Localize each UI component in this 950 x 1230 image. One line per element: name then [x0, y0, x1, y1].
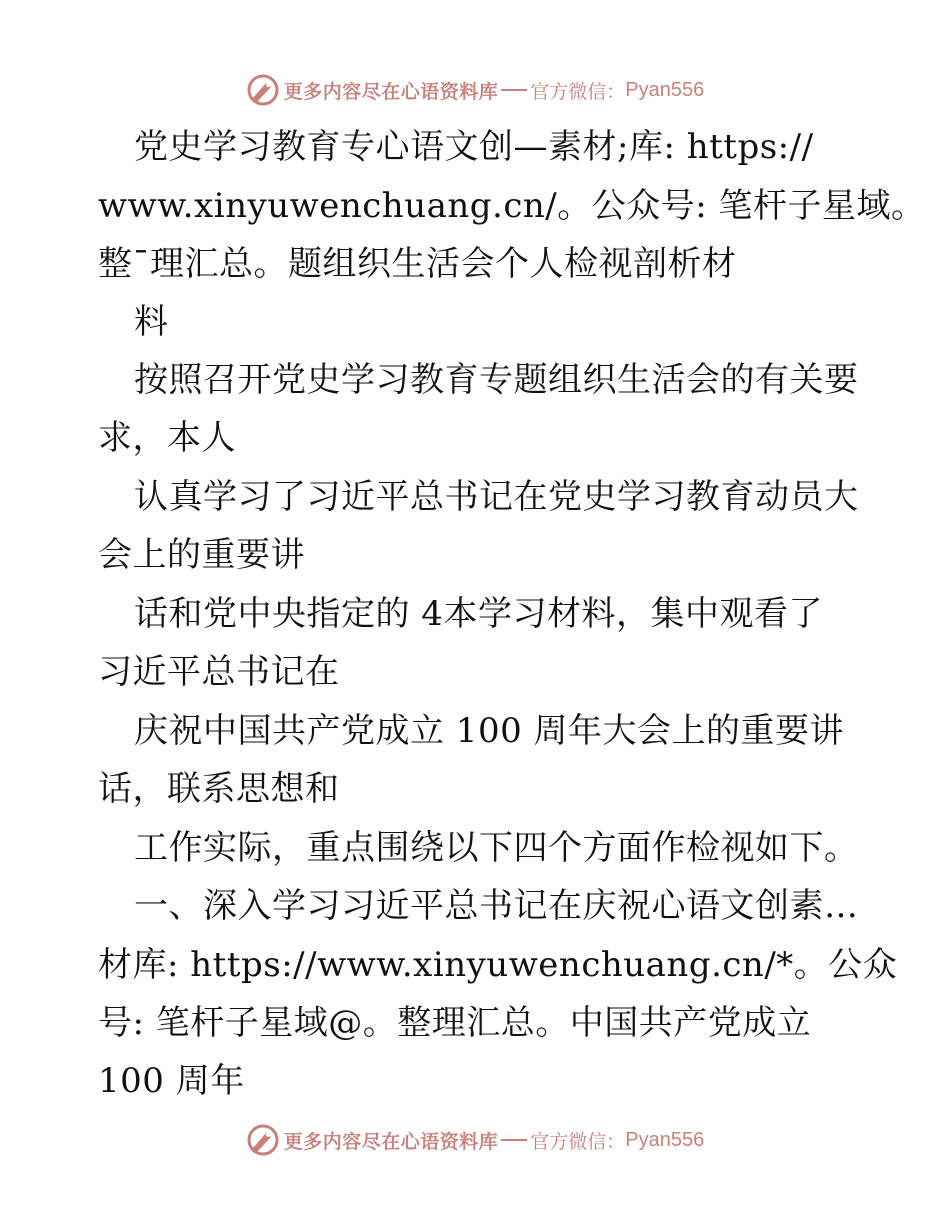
banner-dash [501, 89, 527, 91]
banner-wechat-id: Pyan556 [625, 78, 705, 101]
body-line: 庆祝中国共产党成立 100 周年大会上的重要讲 [134, 711, 845, 751]
banner-wechat-label: 官方微信： [530, 1130, 626, 1153]
body-line: 一、深入学习习近平总书记在庆祝心语文创素… [134, 886, 859, 926]
body-line: 习近平总书记在 [98, 652, 340, 692]
pen-nib-logo-icon [246, 1123, 280, 1157]
body-line: 党史学习教育专心语文创—素材;库: https:// [134, 127, 814, 167]
body-line: www.xinyuwenchuang.cn/。公众号: 笔杆子星域。 [98, 186, 926, 226]
pen-nib-logo-icon [246, 73, 280, 107]
header-banner [0, 70, 950, 110]
banner-dash [501, 1139, 527, 1141]
body-line: 整¯理汇总。题组织生活会个人检视剖析材 [98, 244, 737, 284]
banner-wechat-label: 官方微信： [530, 80, 626, 103]
body-line: 求，本人 [98, 418, 236, 458]
banner-slogan: 更多内容尽在心语资料库 [283, 1130, 499, 1153]
body-line: 话，联系思想和 [98, 769, 340, 809]
banner-slogan: 更多内容尽在心语资料库 [283, 80, 499, 103]
body-line: 认真学习了习近平总书记在党史学习教育动员大 [134, 477, 859, 517]
body-line: 工作实际，重点围绕以下四个方面作检视如下。 [134, 828, 859, 868]
body-line: 料 [134, 302, 169, 342]
banner-wechat-id: Pyan556 [625, 1128, 705, 1151]
body-line: 按照召开党史学习教育专题组织生活会的有关要 [134, 360, 859, 400]
body-line: 话和党中央指定的 4本学习材料，集中观看了 [134, 594, 823, 634]
body-line: 号: 笔杆子星域@。整理汇总。中国共产党成立 [98, 1003, 812, 1043]
body-line: 会上的重要讲 [98, 535, 305, 575]
footer-banner [0, 1120, 950, 1160]
body-line: 材库: https://www.xinyuwenchuang.cn/*。公众 [98, 945, 898, 985]
body-line: 100 周年 [98, 1061, 245, 1101]
